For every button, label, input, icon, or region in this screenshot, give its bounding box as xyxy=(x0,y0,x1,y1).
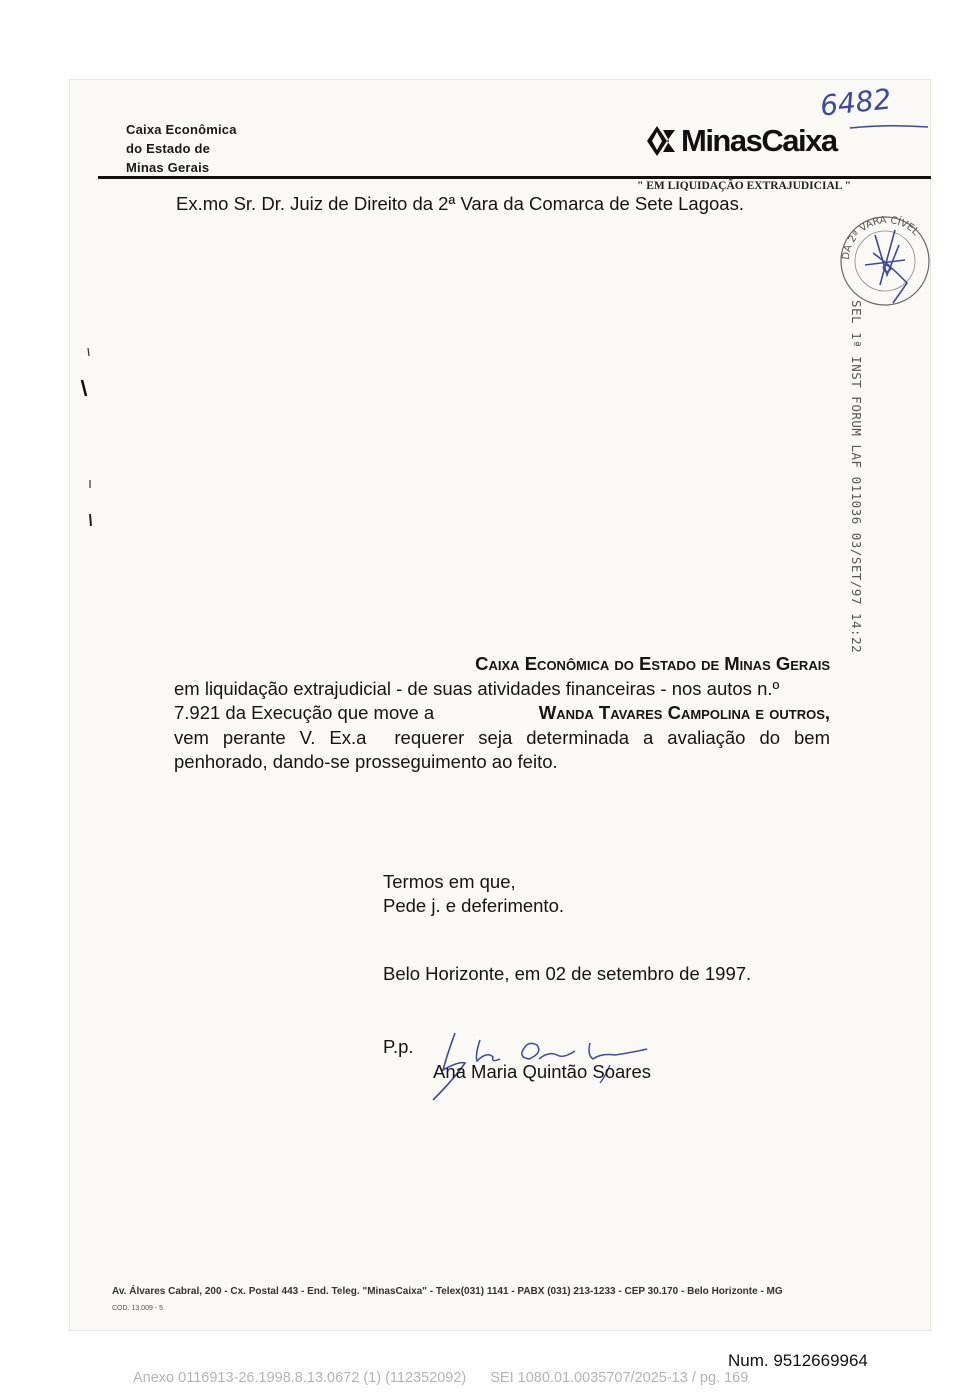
bank-name-block xyxy=(126,120,237,177)
date-line: Belo Horizonte, em 02 de setembro de 1997. xyxy=(383,963,752,984)
petition-body xyxy=(174,652,830,775)
document-number: Num. 9512669964 xyxy=(728,1351,868,1370)
logo-diamond-icon xyxy=(645,124,679,158)
procuration-abbrev: P.p. xyxy=(383,1036,414,1057)
bank-name-line-2: do Estado de xyxy=(126,141,211,156)
handwritten-underline xyxy=(848,122,930,132)
bank-name-line-1: Caixa Econômica xyxy=(126,122,237,137)
seal-text: DA 2ª VARA CÍVEL xyxy=(840,215,921,261)
signer-name: Ana Maria Quintão Soares xyxy=(433,1061,652,1082)
protocol-stamp: SEL 1ª INST FORUM LAF 011036 03/SET/97 14:22 xyxy=(849,300,864,654)
court-seal-stamp xyxy=(835,205,935,315)
case-reference: 7.921 da Execução que move a xyxy=(174,702,435,723)
party-name: Caixa Econômica do Estado de Minas Gerais xyxy=(475,653,830,674)
defendant-name: Wanda Tavares Campolina e outros, xyxy=(538,702,830,723)
addressee-line: Ex.mo Sr. Dr. Juiz de Direito da 2ª Vara da Comarca de Sete Lagoas. xyxy=(176,193,744,214)
minascaixa-logo xyxy=(645,123,837,159)
body-line-3 xyxy=(174,701,830,726)
handwritten-page-number: 6482 xyxy=(818,82,893,123)
bank-name-line-3: Minas Gerais xyxy=(126,160,210,175)
body-line-2: em liquidação extrajudicial - de suas atividades financeiras - nos autos n.º xyxy=(174,677,780,699)
footer-code: COD. 13.009 - 5 xyxy=(112,1305,163,1312)
body-line-4: vem perante V. Ex.a requerer seja determinada a avaliação do bem xyxy=(174,726,830,748)
margin-binding-marks xyxy=(80,340,100,540)
closing-line-2: Pede j. e deferimento. xyxy=(383,895,564,916)
reference-line xyxy=(133,1370,748,1386)
closing-block xyxy=(383,870,564,918)
sei-reference: SEI 1080.01.0035707/2025-13 / pg. 169 xyxy=(490,1370,749,1386)
body-line-5: penhorado, dando-se prosseguimento ao feito. xyxy=(174,751,558,772)
annex-reference: Anexo 0116913-26.1998.8.13.0672 (1) (112352092) xyxy=(133,1370,467,1386)
header-rule xyxy=(98,176,931,179)
liquidation-status: " EM LIQUIDAÇÃO EXTRAJUDICIAL " xyxy=(637,180,852,192)
logo-wordmark: MinasCaixa xyxy=(681,123,837,158)
footer-address: Av. Álvares Cabral, 200 - Cx. Postal 443 - End. Teleg. "MinasCaixa" - Telex(031) 1141 - PABX (031) 213-1233 - CEP 30.170 - Belo Horizonte - MG xyxy=(112,1286,783,1297)
closing-line-1: Termos em que, xyxy=(383,871,516,892)
